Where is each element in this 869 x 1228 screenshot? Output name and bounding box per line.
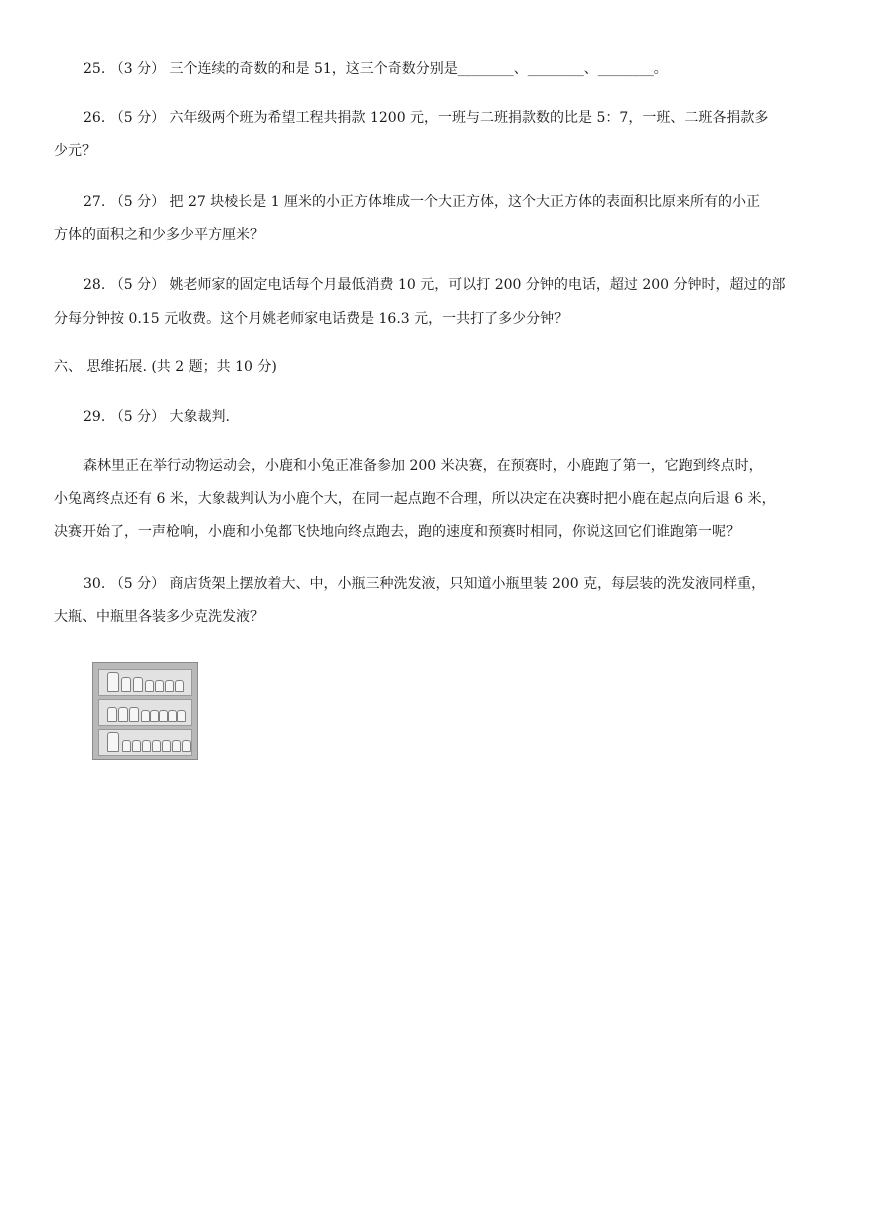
- question-29: [83, 407, 230, 427]
- medium-bottle-icon: [121, 677, 131, 692]
- question-score: （5 分）: [109, 110, 166, 126]
- small-bottle-icon: [155, 680, 164, 692]
- question-26-cont: 少元？: [54, 143, 96, 159]
- small-bottle-icon: [165, 680, 174, 692]
- small-bottle-icon: [152, 740, 161, 752]
- question-number: 28.: [83, 277, 106, 293]
- shampoo-shelf-image: [92, 662, 198, 760]
- small-bottle-icon: [172, 740, 181, 752]
- section-heading: 六、 思维拓展. (共 2 题；共 10 分): [54, 359, 277, 375]
- question-score: （5 分）: [109, 409, 166, 425]
- large-bottle-icon: [107, 672, 119, 692]
- question-text: 姚老师家的固定电话每个月最低消费 10 元，可以打 200 分钟的电话，超过 200 分钟时，超过的部: [169, 277, 786, 293]
- small-bottle-icon: [132, 740, 141, 752]
- medium-bottle-icon: [133, 677, 143, 692]
- shelf-row-bottom: [98, 729, 192, 756]
- question-text: 三个连续的奇数的和是 51，这三个奇数分别是________、________、________。: [169, 61, 668, 77]
- small-bottle-icon: [177, 710, 186, 722]
- medium-bottle-icon: [118, 707, 128, 722]
- question-number: 27.: [83, 194, 106, 210]
- story-line-1: 森林里正在举行动物运动会，小鹿和小兔正准备参加 200 米决赛，在预赛时，小鹿跑了第一，它跑到终点时，: [83, 458, 763, 474]
- question-text: 商店货架上摆放着大、中，小瓶三种洗发液，只知道小瓶里装 200 克，每层装的洗发液同样重，: [169, 576, 766, 592]
- small-bottle-icon: [162, 740, 171, 752]
- question-score: （5 分）: [109, 576, 166, 592]
- small-bottle-icon: [145, 680, 154, 692]
- question-30-cont: 大瓶、中瓶里各装多少克洗发液？: [54, 609, 264, 625]
- small-bottle-icon: [141, 710, 150, 722]
- small-bottle-icon: [150, 710, 159, 722]
- small-bottle-icon: [175, 680, 184, 692]
- shelf-row-top: [98, 669, 192, 696]
- small-bottle-icon: [159, 710, 168, 722]
- question-30: [83, 574, 765, 594]
- small-bottle-icon: [142, 740, 151, 752]
- medium-bottle-icon: [107, 707, 117, 722]
- story-line-2: 小兔离终点还有 6 米，大象裁判认为小鹿个大，在同一起点跑不合理，所以决定在决赛时把小鹿在起点向后退 6 米，: [54, 491, 776, 507]
- question-score: （3 分）: [109, 61, 166, 77]
- medium-bottle-icon: [129, 707, 139, 722]
- large-bottle-icon: [107, 732, 119, 752]
- story-line-3: 决赛开始了，一声枪响，小鹿和小兔都飞快地向终点跑去，跑的速度和预赛时相同，你说这回它们谁跑第一呢？: [54, 524, 740, 540]
- question-score: （5 分）: [109, 194, 166, 210]
- question-title: 大象裁判.: [169, 409, 230, 425]
- shelf-row-middle: [98, 699, 192, 726]
- question-28-cont: 分每分钟按 0.15 元收费。这个月姚老师家电话费是 16.3 元，一共打了多少分钟？: [54, 311, 569, 327]
- question-26: [83, 108, 768, 128]
- small-bottle-icon: [182, 740, 191, 752]
- small-bottle-icon: [122, 740, 131, 752]
- question-score: （5 分）: [109, 277, 166, 293]
- question-number: 30.: [83, 576, 106, 592]
- question-text: 六年级两个班为希望工程共捐款 1200 元，一班与二班捐款数的比是 5：7，一班、二班各捐款多: [169, 110, 769, 126]
- question-number: 29.: [83, 409, 106, 425]
- question-text: 把 27 块棱长是 1 厘米的小正方体堆成一个大正方体，这个大正方体的表面积比原来所有的小正: [169, 194, 761, 210]
- question-27-cont: 方体的面积之和少多少平方厘米？: [54, 227, 264, 243]
- question-25: [83, 59, 668, 79]
- question-number: 25.: [83, 61, 106, 77]
- question-27: [83, 192, 760, 212]
- question-28: [83, 275, 786, 295]
- question-number: 26.: [83, 110, 106, 126]
- small-bottle-icon: [168, 710, 177, 722]
